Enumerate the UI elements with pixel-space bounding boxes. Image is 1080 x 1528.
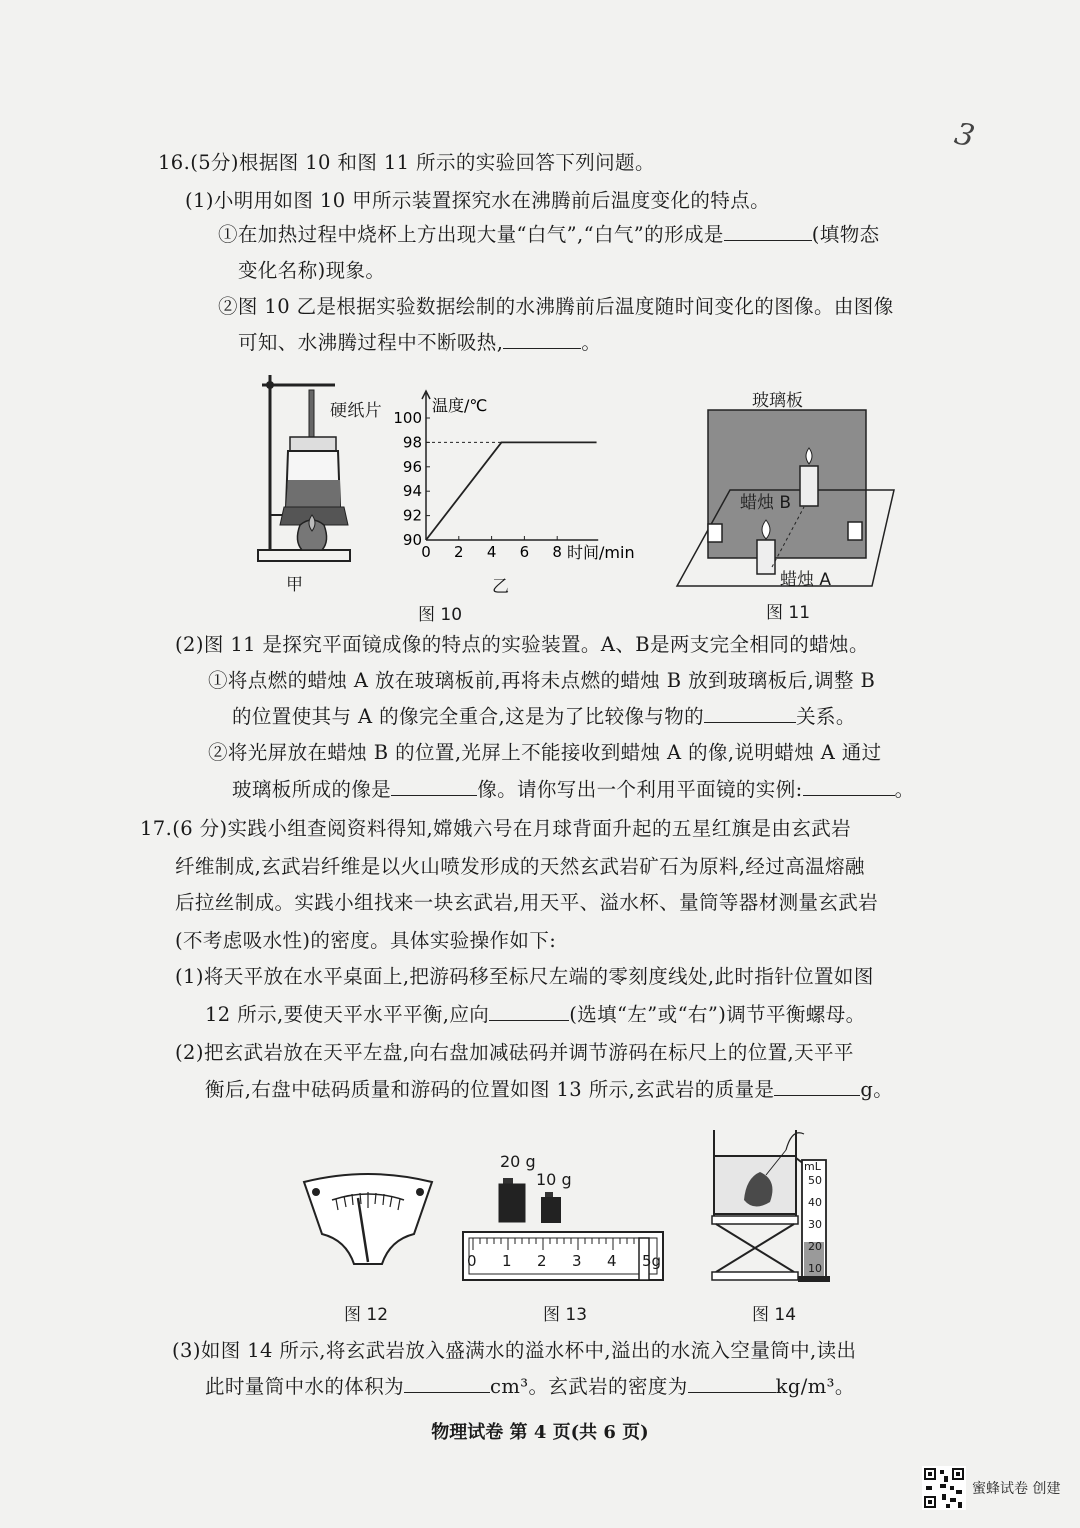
fig10-yi-caption: 乙: [492, 577, 509, 597]
handwritten-page-mark: 3: [951, 116, 978, 155]
answer-blank-8: [404, 1374, 490, 1393]
answer-blank-2: [503, 330, 581, 349]
q17-line3: 后拉丝制成。实践小组找来一块玄武岩,用天平、溢水杯、量筒等器材测量玄武岩: [175, 891, 879, 914]
x-tick-label: 6: [519, 543, 530, 561]
y-tick-label: 92: [402, 506, 422, 525]
fig11-candle-b-label: 蜡烛 B: [740, 493, 792, 513]
q17-part3: (3)如图 14 所示,将玄武岩放入盛满水的溢水杯中,溢出的水流入空量筒中,读出: [172, 1339, 857, 1362]
q17-line1: 17.(6 分)实践小组查阅资料得知,嫦娥六号在月球背面升起的五星红旗是由玄武岩: [140, 817, 852, 840]
fig13-tick-0: 0: [467, 1252, 477, 1270]
temperature-series-line: [426, 442, 597, 540]
fig11-caption: 图 11: [766, 603, 811, 623]
x-tick-label: 4: [486, 543, 497, 561]
x-tick-label: 0: [421, 543, 431, 561]
fig13-caption: 图 13: [543, 1305, 588, 1325]
q16-part1-ii: ②图 10 乙是根据实验数据绘制的水沸腾前后温度随时间变化的图像。由图像: [218, 295, 894, 318]
q17-line4: (不考虑吸水性)的密度。具体实验操作如下:: [175, 929, 557, 952]
answer-blank-1: [724, 222, 812, 241]
answer-blank-6: [489, 1002, 569, 1021]
answer-blank-4: [391, 777, 477, 796]
fig14-tick-20: 20: [808, 1240, 822, 1253]
answer-blank-7: [774, 1077, 860, 1096]
q17-part1-cont: 12 所示,要使天平水平平衡,应向 (选填“左”或“右”)调节平衡螺母。: [205, 1003, 866, 1026]
y-tick-label: 96: [402, 457, 422, 476]
answer-blank-9: [688, 1374, 776, 1393]
fig11-candle-a-label: 蜡烛 A: [780, 570, 832, 590]
fig14-tick-30: 30: [808, 1218, 822, 1231]
q16-part2: (2)图 11 是探究平面镜成像的特点的实验装置。A、B是两支完全相同的蜡烛。: [175, 633, 869, 656]
q16-part2-i: ①将点燃的蜡烛 A 放在玻璃板前,再将未点燃的蜡烛 B 放到玻璃板后,调整 B: [208, 669, 876, 692]
fig10-caption: 图 10: [418, 605, 463, 625]
q17-part1: (1)将天平放在水平桌面上,把游码移至标尺左端的零刻度线处,此时指针位置如图: [175, 965, 874, 988]
fig14-unit-ml: mL: [804, 1160, 821, 1173]
y-axis-title: 温度/℃: [432, 396, 488, 415]
fig13-tick-5g: 5g: [642, 1252, 662, 1270]
q16-part2-ii: ②将光屏放在蜡烛 B 的位置,光屏上不能接收到蜡烛 A 的像,说明蜡烛 A 通过: [208, 741, 882, 764]
q17-part2-cont: 衡后,右盘中砝码质量和游码的位置如图 13 所示,玄武岩的质量是 g。: [205, 1078, 894, 1101]
q16-header: 16.(5分)根据图 10 和图 11 所示的实验回答下列问题。: [158, 151, 655, 174]
q17-line2: 纤维制成,玄武岩纤维是以火山喷发形成的天然玄武岩矿石为原料,经过高温熔融: [175, 855, 865, 878]
fig14-overflow-cup-and-cylinder: [708, 1120, 848, 1290]
answer-blank-5: [803, 777, 895, 796]
fig12-pointer-scale: [298, 1170, 438, 1280]
fig10-cardboard-label: 硬纸片: [330, 401, 383, 421]
x-axis-title: 时间/min: [567, 543, 635, 562]
brand-watermark: 蜜蜂试卷 创建: [972, 1481, 1061, 1497]
fig13-weight-10g-label: 10 g: [536, 1170, 572, 1189]
page-footer: 物理试卷 第 4 页(共 6 页): [431, 1422, 649, 1443]
fig14-tick-50: 50: [808, 1174, 822, 1187]
q16-part2-ii-cont: 玻璃板所成的像是 像。请你写出一个利用平面镜的实例: 。: [232, 778, 915, 801]
fig13-tick-2: 2: [537, 1252, 547, 1270]
q16-part2-i-cont: 的位置使其与 A 的像完全重合,这是为了比较像与物的 关系。: [232, 705, 856, 728]
fig14-caption: 图 14: [752, 1305, 797, 1325]
fig13-tick-4: 4: [607, 1252, 617, 1270]
y-tick-label: 100: [393, 409, 422, 427]
fig10-yi-chart: [390, 385, 650, 570]
q16-part1-ii-cont: 可知、水沸腾过程中不断吸热, 。: [238, 331, 602, 354]
fig12-caption: 图 12: [344, 1305, 389, 1325]
q17-part3-cont: 此时量筒中水的体积为 cm³。玄武岩的密度为 kg/m³。: [205, 1375, 855, 1398]
x-tick-label: 2: [454, 543, 464, 561]
q17-part2: (2)把玄武岩放在天平左盘,向右盘加减砝码并调节游码在标尺上的位置,天平平: [175, 1041, 854, 1064]
y-tick-label: 94: [402, 482, 422, 501]
q16-part1-i: ①在加热过程中烧杯上方出现大量“白气”,“白气”的形成是 (填物态: [218, 223, 880, 246]
y-tick-label: 98: [402, 433, 422, 452]
qr-code-icon: [922, 1466, 966, 1510]
q16-part1-i-cont: 变化名称)现象。: [238, 259, 386, 282]
fig11-glass-label: 玻璃板: [752, 391, 803, 411]
fig10-jia-caption: 甲: [286, 575, 303, 595]
fig14-tick-40: 40: [808, 1196, 822, 1209]
y-tick-label: 90: [402, 531, 422, 549]
fig13-tick-3: 3: [572, 1252, 582, 1270]
fig14-tick-10: 10: [808, 1262, 822, 1275]
q16-part1: (1)小明用如图 10 甲所示装置探究水在沸腾前后温度变化的特点。: [185, 189, 771, 212]
fig13-tick-1: 1: [502, 1252, 512, 1270]
x-tick-label: 8: [552, 543, 562, 561]
fig13-weight-20g-label: 20 g: [500, 1152, 536, 1171]
answer-blank-3: [704, 704, 796, 723]
